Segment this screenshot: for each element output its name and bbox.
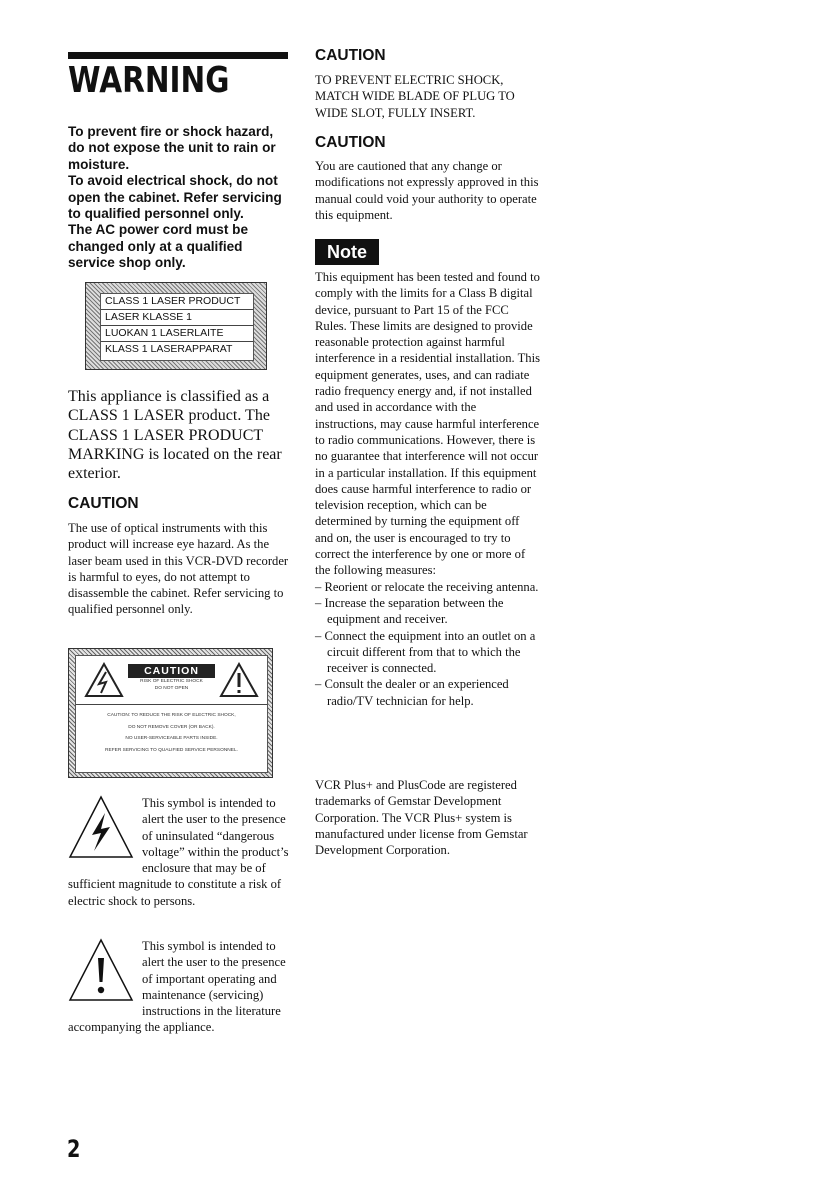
warning-text [68,124,290,272]
caution-label-header [76,656,267,705]
list-item: – Connect the equipment into an outlet on a circuit different from that to which the receiver is connected. [315,628,536,676]
note-badge: Note [315,239,379,265]
caution-label-small-text: NO USER-SERVICEABLE PARTS INSIDE. [125,736,218,741]
warning-title: WARNING [68,60,230,101]
laser-label-line: LASER KLASSE 1 [101,310,253,326]
caution-label-footer [76,710,267,756]
list-item: – Reorient or relocate the receiving antenna. [315,579,539,594]
laser-label-inner [100,293,254,361]
laser-product-label [85,282,267,370]
caution-label-small-text: DO NOT OPEN [154,686,189,691]
caution-label-small-text: RISK OF ELECTRIC SHOCK [140,679,203,684]
caution-modifications-text: You are cautioned that any change or modifications not expressly approved in this manual could void your authority to operate this equipment. [315,159,539,222]
caution-optical-text: The use of optical instruments with this product will increase eye hazard. As the laser beam used in this VCR-DVD recorder is harmful to eyes, do not attempt to disassemble the cabinet. Refer servicing to qualified personnel only. [68,521,289,617]
caution-label-center [128,664,215,692]
exclamation-triangle-icon [68,938,134,1002]
warning-line-power-cord: The AC power cord must be changed only at a qualified service shop only. [68,222,249,271]
laser-label-line: KLASS 1 LASERAPPARAT [105,343,233,355]
lightning-bolt-triangle-icon [68,795,134,859]
caution-label-small-text: REFER SERVICING TO QUALIFIED SERVICE PERSONNEL. [105,747,238,753]
trademark-notice: VCR Plus+ and PlusCode are registered trademarks of Gemstar Development Corporation. The VCR Plus+ system is manufactured under license from Gemstar Development Corporation. [315,778,528,858]
laser-label-line: LUOKAN 1 LASERLAITE [101,326,253,342]
fcc-measures-list [315,579,540,709]
caution-label-small-text: CAUTION: TO REDUCE THE RISK OF ELECTRIC SHOCK, [107,713,236,718]
caution-heading-modifications: CAUTION [315,134,386,151]
dangerous-voltage-symbol-block [68,795,290,909]
dangerous-voltage-symbol-text: This symbol is intended to alert the user to the presence of uninsulated “dangerous voltage” within the product’s enclosure that may be of sufficient magnitude to constitute a risk of electric shock to persons. [68,796,289,908]
fcc-note [315,269,540,709]
list-item: – Consult the dealer or an experienced radio/TV technician for help. [315,677,509,708]
lightning-warning-icon [84,662,124,698]
important-instructions-symbol-text: This symbol is intended to alert the user to the presence of important operating and maintenance (servicing) instructions in the literature accompanying the appliance. [68,939,286,1035]
caution-label-inner [75,655,268,773]
caution-heading-plug: CAUTION [315,47,386,64]
laser-class-paragraph: This appliance is classified as a CLASS 1 LASER product. The CLASS 1 LASER PRODUCT MARKING is located on the rear exterior. [68,388,282,483]
exclamation-warning-icon [219,662,259,698]
caution-label-small-text: DO NOT REMOVE COVER (OR BACK). [128,724,215,730]
fcc-note-paragraph: This equipment has been tested and found to comply with the limits for a Class B digital device, pursuant to Part 15 of the FCC Rules. These limits are designed to provide reasonable protection against harmful interference in a residential installation. This equipment generates, uses, and can radiate radio frequency energy and, if not installed and used in accordance with the instructions, may cause harmful interference to radio communications. However, there is no guarantee that interference will not occur in a particular installation. If this equipment does cause harmful interference to radio or television reception, which can be determined by turning the equipment off and on, the user is encouraged to try to correct the interference by one or more of the following measures: [315,270,540,578]
laser-label-line: CLASS 1 LASER PRODUCT [101,294,253,310]
warning-rule [68,52,288,59]
warning-line-rain: To prevent fire or shock hazard, do not expose the unit to rain or moisture. [68,124,276,172]
caution-label-image [68,648,273,778]
page-number: 2 [67,1135,81,1163]
caution-label-word: CAUTION [128,664,215,678]
important-instructions-symbol-block [68,938,290,1036]
list-item: – Increase the separation between the equipment and receiver. [315,595,504,627]
warning-line-shock: To avoid electrical shock, do not open the cabinet. Refer servicing to qualified personnel only. [68,173,282,222]
caution-plug-text: TO PREVENT ELECTRIC SHOCK, MATCH WIDE BLADE OF PLUG TO WIDE SLOT, FULLY INSERT. [315,73,515,120]
caution-heading-optical: CAUTION [68,495,139,512]
